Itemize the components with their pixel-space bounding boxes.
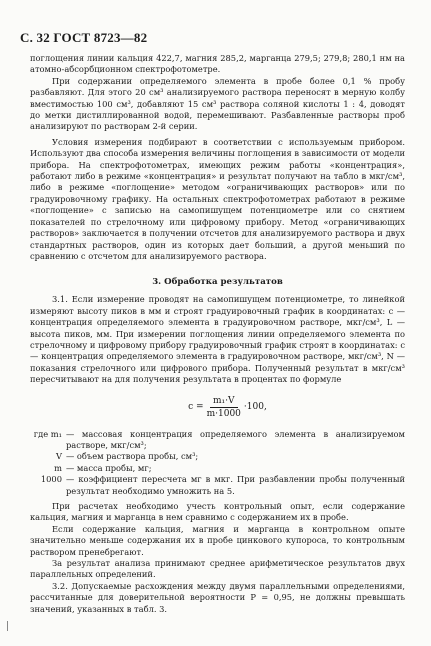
definition-key: m [54, 462, 62, 473]
paragraph-3-2: 3.2. Допускаемые расхождения между двумя параллельными определениями, рассчитанные для доверительной вероятности P = 0,95, не должны превышать значений, указанных в табл. 3. [30, 580, 405, 614]
definition-key: 1000 [40, 474, 62, 485]
definition-row [30, 474, 405, 497]
formula-lhs: c = [188, 402, 204, 413]
result-average-paragraph: За результат анализа принимают среднее арифметическое результатов двух параллельных определений. [30, 558, 405, 580]
definition-row [30, 463, 405, 474]
definition-value: — объем раствора пробы, см³; [66, 451, 199, 462]
formula-numerator: m₁·V [210, 396, 238, 408]
formula [50, 396, 405, 419]
definition-row [30, 429, 405, 452]
definition-key: V [56, 451, 62, 462]
control-neglect-paragraph: Если содержание кальция, магния и марганца в контрольном опыте значительно меньше содержания их в пробе цинкового купороса, то контрольным раствором пренебрегают. [30, 523, 405, 557]
formula-denominator: m·1000 [206, 408, 241, 419]
formula-fraction [207, 396, 241, 419]
dilution-paragraph: При содержании определяемого элемента в пробе более 0,1 % пробу разбавляют. Для этого 20 см³ анализируемого раствора переносят в мерную колбу вместимостью 100 см³, добавляют 15 см³ раствора соляной кислоты 1 : 4, доводят до метки дистиллированной водой, перемешивают. Разбавленные растворы проб анализируют по растворам 2-й серии. [30, 75, 405, 132]
page-header: С. 32 ГОСТ 8723—82 [20, 30, 148, 45]
formula-rhs: ·100, [243, 402, 267, 413]
definition-value: — массовая концентрация определяемого элемента в анализируемом растворе, мкг/см³; [66, 428, 405, 450]
definition-row [30, 451, 405, 462]
measurement-conditions-paragraph: Условия измерения подбирают в соответствии с используемым прибором. Используют два способа измерения величины поглощения в зависимости от модели прибора. На спектрофотометрах, имеющих режим работы «концентрация», работают либо в режиме «концентрация» и результат получают на табло в мкг/см³, либо в режиме «поглощение» методом «ограничивающих растворов» или по градуировочному графику. На остальных спектрофотометрах работают в режиме «поглощение» с записью на самопишущем потенциометре или со снятием показателей по стрелочному или цифровому прибору. Метод «ограничивающих растворов» заключается в получении отсчетов для анализируемого раствора и двух стандартных растворов, один из которых дает больший, а другой меньший по сравнению с отсчетом для анализируемого раствора. [30, 136, 405, 261]
scan-margin-mark [7, 621, 8, 631]
section-title: 3. Обработка результатов [152, 277, 283, 288]
paragraph-3-1: 3.1. Если измерение проводят на самопишущем потенциометре, то линейкой измеряют высоту пиков в мм и строят градуировочный график в координатах: c — концентрация определяемого элемента в градуировочном растворе, мкг/см³, L — высота пиков, мм. При измерении поглощения линии определяемого элемента по стрелочному и цифровому прибору градуировочный график строят в координатах: c — концентрация определяемого элемента в градуировочном растворе, мкг/см³, N — показания стрелочного или цифрового прибора. Полученный результат в мкг/см³ пересчитывают на для получения результата в процентах по формуле [30, 294, 405, 385]
definition-key: где m₁ [33, 428, 62, 439]
formula-definitions [30, 429, 405, 497]
intro-paragraph: поглощения линии кальция 422,7, магния 285,2, марганца 279,5; 279,8; 280,1 нм на атомно-абсорбционном спектрофотометре. [30, 53, 405, 75]
spacer [30, 262, 405, 271]
document-body [30, 53, 405, 615]
definition-value: — масса пробы, мг; [66, 462, 152, 473]
control-experiment-paragraph: При расчетах необходимо учесть контрольный опыт, если содержание кальция, магния и марганца в нем сравнимо с содержанием их в пробе. [30, 501, 405, 523]
definition-value: — коэффициент пересчета мг в мкг. При разбавлении пробы полученный результат необходимо умножить на 5. [66, 474, 405, 496]
